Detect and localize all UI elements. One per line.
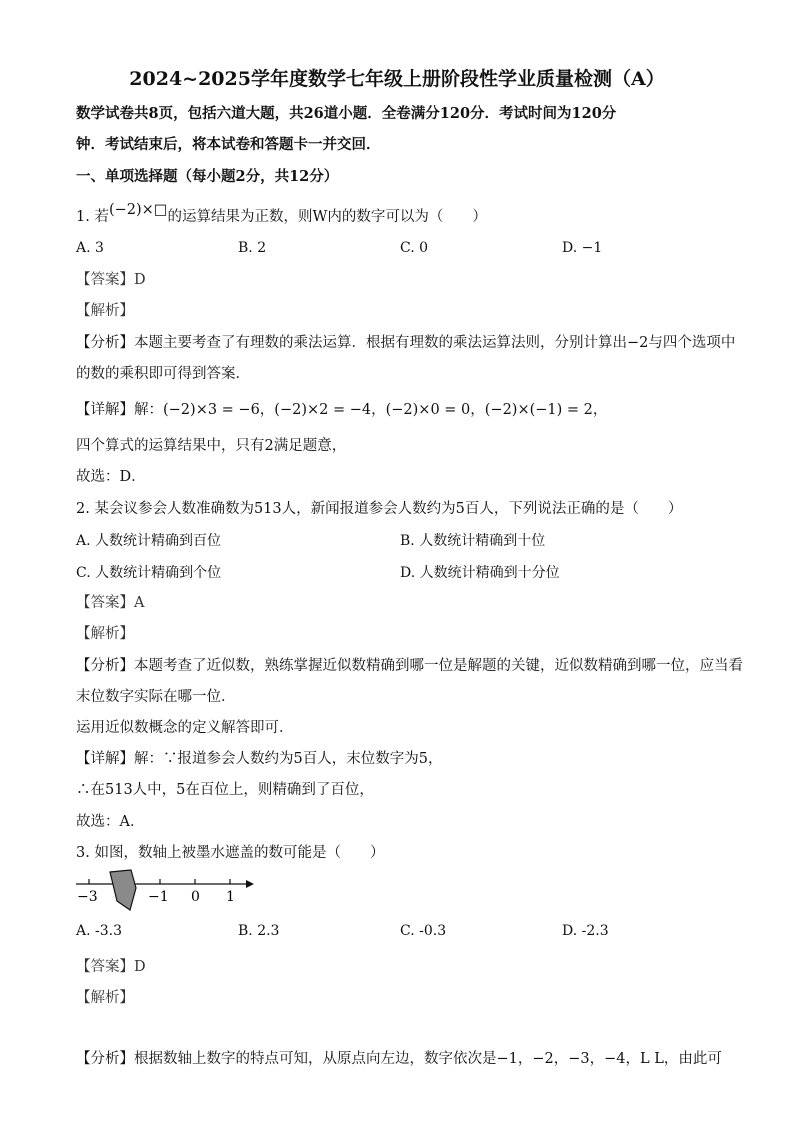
axis-label-neg3: −3 xyxy=(77,889,98,905)
q2-option-b: B. 人数统计精确到十位 xyxy=(400,533,546,549)
q2-analysis-label: 【解析】 xyxy=(76,626,134,642)
intro-line-1: 数学试卷共8页，包括六道大题，共26道小题．全卷满分120分．考试时间为120分 xyxy=(76,105,617,122)
q3-analysis-label: 【解析】 xyxy=(76,990,134,1006)
q2-analysis-line-1: 【分析】本题考查了近似数，熟练掌握近似数精确到哪一位是解题的关键，近似数精确到哪一位，应当看 xyxy=(76,658,743,674)
question-2-stem: 2. 某会议参会人数准确数为513人，新闻报道参会人数约为5百人，下列说法正确的是（ ） xyxy=(76,501,683,517)
q3-answer: 【答案】D xyxy=(76,959,146,975)
q2-note: 运用近似数概念的定义解答即可． xyxy=(76,720,294,736)
q2-detail-2: ∴在513人中，5在百位上，则精确到了百位， xyxy=(76,782,374,798)
q1-analysis-line-1: 【分析】本题主要考查了有理数的乘法运算．根据有理数的乘法运算法则，分别计算出−2与四个选项中 xyxy=(76,335,736,351)
q3-option-d: D. -2.3 xyxy=(562,923,609,939)
q1-detail-2: 四个算式的运算结果中，只有2满足题意， xyxy=(76,438,347,454)
q1-option-c: C. 0 xyxy=(400,240,429,256)
axis-label-0: 0 xyxy=(191,889,200,905)
section-heading: 一、单项选择题（每小题2分，共12分） xyxy=(76,168,339,185)
ink-blot xyxy=(110,870,136,910)
q2-answer: 【答案】A xyxy=(76,595,145,611)
q1-expression: (−2)×□ xyxy=(108,202,168,218)
q3-analysis-line-1: 【分析】根据数轴上数字的特点可知，从原点向左边，数字依次是−1，−2，−3，−4，L L，由此可 xyxy=(76,1051,722,1067)
q1-analysis-line-2: 的数的乘积即可得到答案． xyxy=(76,366,250,382)
intro-line-2: 钟．考试结束后，将本试卷和答题卡一并交回． xyxy=(76,136,381,153)
q1-choose: 故选：D． xyxy=(76,469,146,485)
axis-label-neg1: −1 xyxy=(148,889,169,905)
question-1-stem xyxy=(76,202,487,227)
q2-option-a: A. 人数统计精确到百位 xyxy=(76,533,222,549)
q2-analysis-line-2: 末位数字实际在哪一位． xyxy=(76,689,236,705)
q2-detail: 【详解】解：∵报道参会人数约为5百人，末位数字为5， xyxy=(76,751,443,767)
page-title: 2024~2025学年度数学七年级上册阶段性学业质量检测（A） xyxy=(129,68,665,90)
q1-analysis-label: 【解析】 xyxy=(76,303,134,319)
q1-option-a: A. 3 xyxy=(76,240,104,256)
q3-option-b: B. 2.3 xyxy=(238,923,280,939)
q2-option-c: C. 人数统计精确到个位 xyxy=(76,565,222,581)
q2-option-d: D. 人数统计精确到十分位 xyxy=(400,565,560,581)
q1-answer: 【答案】D xyxy=(76,272,146,288)
q3-option-c: C. -0.3 xyxy=(400,923,447,939)
axis-label-1: 1 xyxy=(226,889,235,905)
q1-option-d: D. −1 xyxy=(562,240,603,256)
number-line-figure xyxy=(74,868,264,914)
q3-option-a: A. -3.3 xyxy=(76,923,123,939)
question-3-stem: 3. 如图，数轴上被墨水遮盖的数可能是（ ） xyxy=(76,845,385,861)
q1-detail: 【详解】解：(−2)×3 = −6，(−2)×2 = −4，(−2)×0 = 0，(−2)×(−1) = 2， xyxy=(76,402,608,418)
q2-choose: 故选：A． xyxy=(76,814,145,830)
number-line-arrow xyxy=(246,880,254,888)
q1-option-b: B. 2 xyxy=(238,240,267,256)
q1-stem-prefix: 1. 若 xyxy=(76,209,109,225)
q1-stem-suffix: 的运算结果为正数，则W内的数字可以为（ ） xyxy=(167,209,487,225)
